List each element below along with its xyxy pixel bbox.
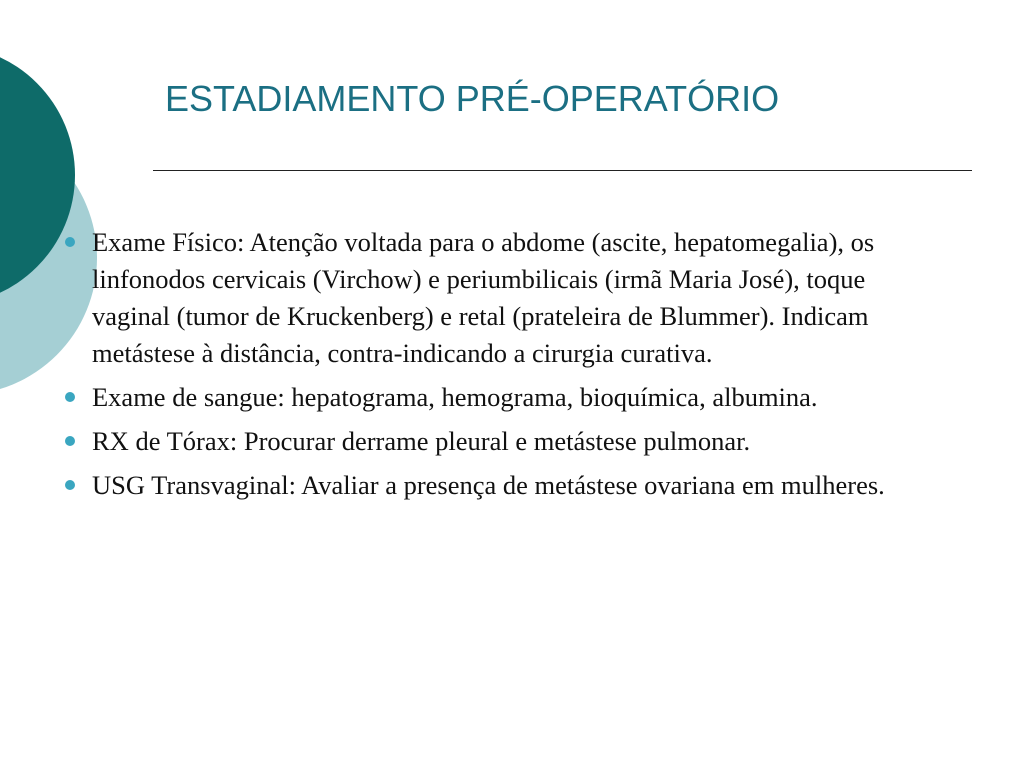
bullet-icon: [65, 436, 75, 446]
bullet-icon: [65, 480, 75, 490]
title-divider: [153, 170, 972, 171]
bullet-item-exame-fisico: [60, 224, 940, 372]
bullet-text: Exame Físico: Atenção voltada para o abdome (ascite, hepatomegalia), os linfonodos cervicais (Virchow) e periumbilicais (irmã Maria José), toque vaginal (tumor de Kruckenberg) e retal (prateleira de Blummer). Indicam metástese à distância, contra-indicando a cirurgia curativa.: [92, 227, 875, 368]
bullet-text: USG Transvaginal: Avaliar a presença de metástese ovariana em mulheres.: [92, 470, 885, 500]
bullet-text: RX de Tórax: Procurar derrame pleural e metástese pulmonar.: [92, 426, 751, 456]
bullet-icon: [65, 392, 75, 402]
bullet-text: Exame de sangue: hepatograma, hemograma, bioquímica, albumina.: [92, 382, 818, 412]
bullet-item-rx-torax: [60, 423, 940, 460]
bullet-icon: [65, 237, 75, 247]
slide-title: ESTADIAMENTO PRÉ-OPERATÓRIO: [165, 78, 780, 119]
bullet-item-exame-sangue: [60, 379, 940, 416]
bullet-list: [60, 224, 940, 511]
bullet-item-usg-transvaginal: [60, 467, 940, 504]
